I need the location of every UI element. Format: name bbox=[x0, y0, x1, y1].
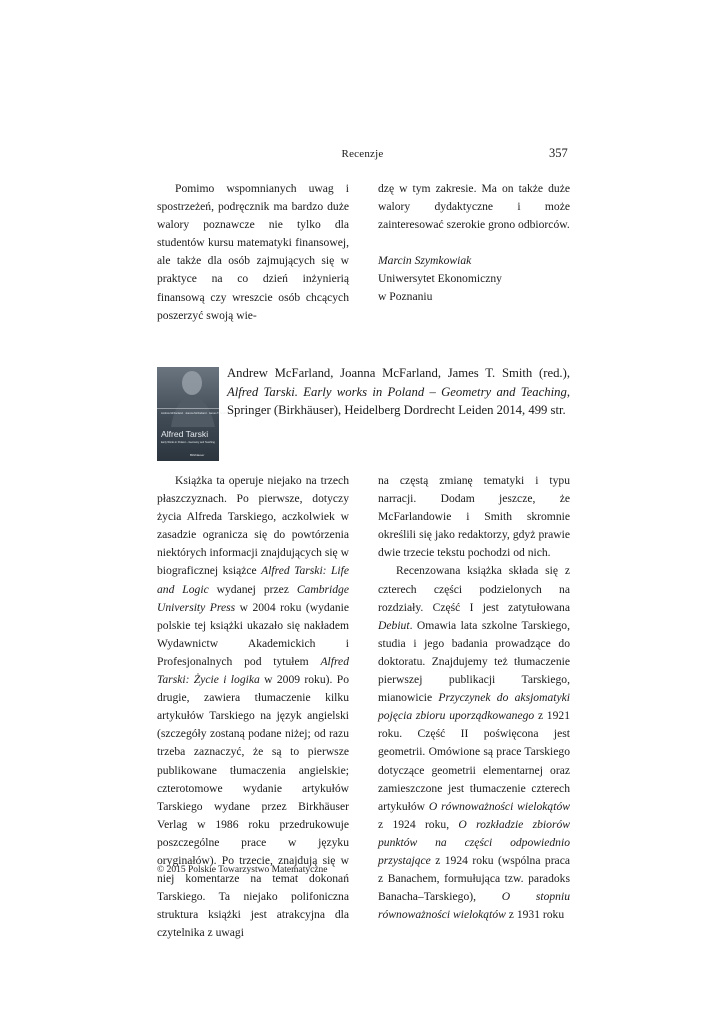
previous-review-paragraph-continued: dzę w tym zakresie. Ma on także duże walory dydaktyczne i może zainteresować szerokie grono odbiorców. bbox=[378, 182, 570, 232]
review-right-column bbox=[378, 472, 570, 924]
cited-title: Alfred Tarski: Life and Logic bbox=[157, 564, 349, 596]
cover-authors: Andrew McFarland · Joanna McFarland · James T. Smith bbox=[161, 412, 227, 415]
cover-subtitle: Early Works in Poland – Geometry and Teaching bbox=[161, 441, 215, 444]
text-run: z 1924 roku, bbox=[378, 817, 459, 831]
book-publication: Springer (Birkhäuser), Heidelberg Dordrecht Leiden 2014, 499 str. bbox=[227, 403, 566, 418]
reviewer-signature bbox=[378, 252, 570, 306]
book-title-comma: , bbox=[566, 384, 570, 399]
text-run: z 1931 roku bbox=[505, 908, 565, 922]
book-bibliographic-entry bbox=[227, 364, 570, 420]
previous-review-left-column bbox=[157, 180, 349, 325]
cover-publisher: Birkhäuser bbox=[190, 453, 205, 457]
cited-title: Debiut bbox=[378, 618, 410, 632]
book-title: Alfred Tarski. Early works in Poland – Geometry and Teaching bbox=[227, 384, 567, 399]
reviewer-affiliation-line-1: Uniwersytet Ekonomiczny bbox=[378, 272, 502, 286]
review-paragraph-1-continued: na częstą zmianę tematyki i typu narracji. Dodam jeszcze, że McFarlandowie i Smith skromnie określili się jako redaktorzy, gdyż prawie dwie trzecie tekstu pochodzi od nich. bbox=[378, 474, 570, 560]
previous-review-right-column bbox=[378, 180, 570, 307]
copyright-footer: © 2015 Polskie Towarzystwo Matematyczne bbox=[157, 865, 328, 875]
cited-title: Cambridge University Press bbox=[157, 582, 349, 614]
cited-title: Przyczynek do aksjomatyki pojęcia zbioru uporządkowanego bbox=[378, 691, 570, 723]
book-cover-image bbox=[157, 367, 227, 461]
text-run: z 1924 roku (wspólna praca z Banachem, formułująca tzw. paradoks Banacha–Tarskiego), bbox=[378, 853, 570, 904]
text-run: wydanej przez bbox=[208, 582, 297, 596]
running-head: Recenzje bbox=[341, 148, 384, 160]
text-run: Książka ta operuje niejako na trzech płaszczyznach. Po pierwsze, dotyczy życia Alfreda Tarskiego, aczkolwiek w zasadzie ogranicza się do powtórzenia niektórych informacji znajdujących się w biograficznej książce bbox=[157, 474, 349, 578]
book-editors: Andrew McFarland, Joanna McFarland, James T. Smith (red.), bbox=[227, 366, 570, 380]
cited-title: O rozkładzie zbiorów punktów na części odpowiednio przystające bbox=[378, 817, 570, 867]
text-run: z 1921 roku. Część II poświęcona jest geometrii. Omówione są prace Tarskiego dotyczące geometrii elementarnej oraz zamieszczone jest tłumaczenie czterech artykułów bbox=[378, 709, 570, 813]
text-run: Recenzowana książka składa się z czterech części podzielonych na rozdziały. Część I jest zatytułowana bbox=[378, 564, 570, 614]
text-run: . Omawia lata szkolne Tarskiego, studia i jego badania prowadzące do doktoratu. Znajdujemy też tłumaczenie pierwszej publikacji Tarskiego, mianowicie bbox=[378, 618, 570, 705]
text-run: w 2009 roku). Po drugie, zawiera tłumaczenie kilku artykułów Tarskiego na język angielski (szczegóły zostaną podane niżej; od razu trzeba zaznaczyć, że są to pierwsze publikowane tłumaczenia angielskie; czterotomowe wydanie artykułów Tarskiego wydane przez Birkhäuser Verlag w 1986 roku przedrukowuje poszczególne prace w języku oryginałów). Po trzecie, znajdują się w niej komentarze na temat dokonań Tarskiego. Ta niejako polifoniczna struktura książki jest atrakcyjna dla czytelnika z uwagi bbox=[157, 673, 349, 940]
previous-review-paragraph: Pomimo wspomnianych uwag i spostrzeżeń, podręcznik ma bardzo duże walory poznawcze nie tylko dla studentów kursu matematyki finansowej, ale także dla osób zajmujących się w praktyce na co dzień inżynierią finansową czy wreszcie osób chcących poszerzyć swoją wie- bbox=[157, 182, 349, 322]
cover-title: Alfred Tarski bbox=[161, 429, 209, 439]
page-number: 357 bbox=[549, 146, 568, 160]
cited-title: Alfred Tarski: Życie i logika bbox=[157, 654, 349, 687]
cited-title: O stopniu równoważności wielokątów bbox=[378, 890, 570, 922]
reviewer-name: Marcin Szymkowiak bbox=[378, 254, 472, 268]
text-run: w 2004 roku (wydanie polskie tej książki ukazało się nakładem Wydawnictw Akademickich i Profesjonalnych pod tytułem bbox=[157, 600, 350, 668]
review-paragraph-2 bbox=[378, 562, 570, 924]
cited-title: O równoważności wielokątów bbox=[428, 799, 570, 813]
reviewer-affiliation-line-2: w Poznaniu bbox=[378, 290, 433, 304]
